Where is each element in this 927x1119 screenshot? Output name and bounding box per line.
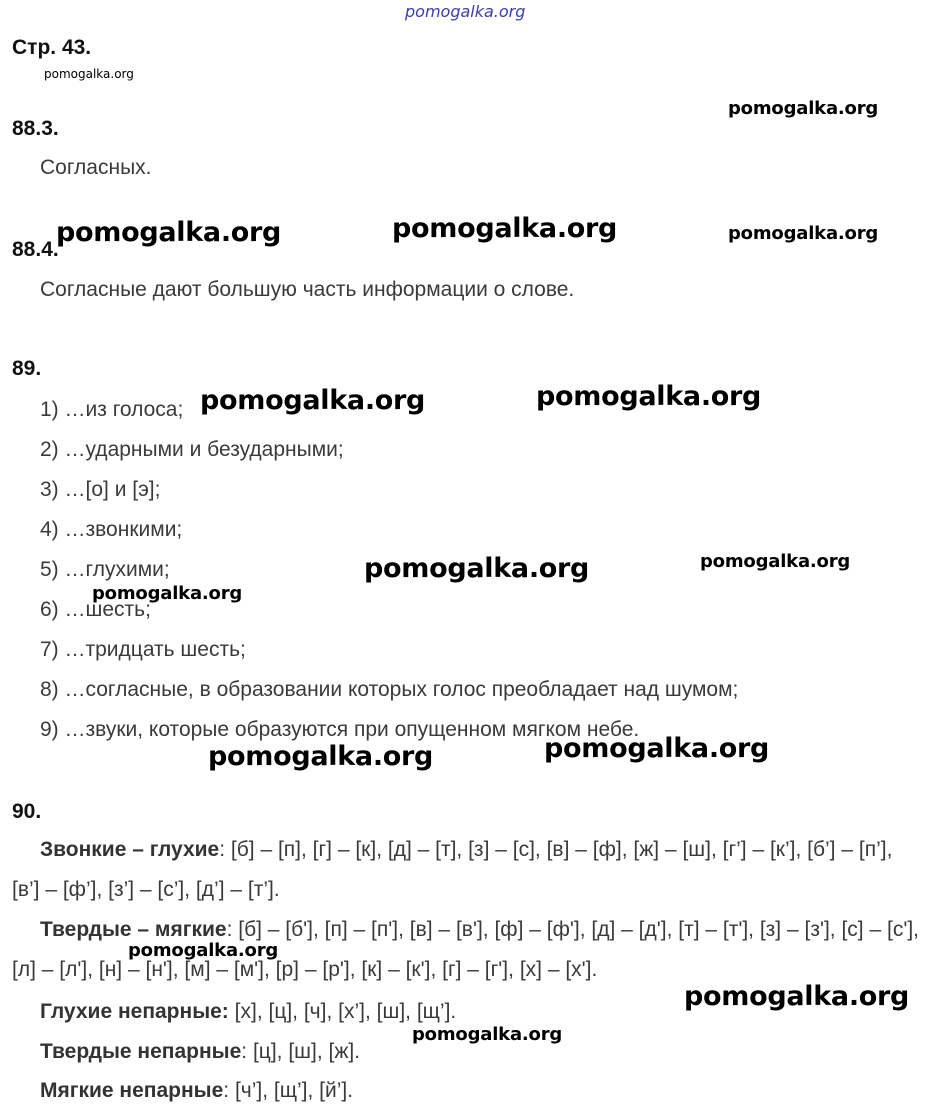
section-number-90: 90. xyxy=(12,800,42,823)
watermark: pomogalka.org xyxy=(412,1024,563,1045)
answer-88-3: Согласных. xyxy=(40,156,152,179)
answer-88-4: Согласные дают большую часть информации о слове. xyxy=(40,278,575,301)
soft-unpaired-label: Мягкие непарные xyxy=(40,1079,224,1102)
list-item: 2) …ударными и безударными; xyxy=(40,438,344,461)
voiceless-unpaired-label: Глухие непарные: xyxy=(40,1000,229,1023)
hard-soft-pairs: : [б] – [б'], [п] – [п'], [в] – [в'], [ф] – [ф'], [д] – [д'], [т] – [т'], [з] – [з'], [с] – [с'], [л] – [л'], [н] – [н'], [м] – [м'], [р] – [р'], [к] – [к'], [г] – [г'], [х] – [х']. xyxy=(12,918,919,981)
hard-unpaired-label: Твердые непарные xyxy=(40,1040,242,1063)
soft-unpaired-line xyxy=(40,1079,353,1103)
watermark: pomogalka.org xyxy=(92,583,243,604)
hard-unpaired-values: : [ц], [ш], [ж]. xyxy=(241,1040,361,1063)
section-number-88-4: 88.4. xyxy=(12,238,59,261)
watermark: pomogalka.org xyxy=(536,381,762,412)
watermark: pomogalka.org xyxy=(364,553,590,584)
voiceless-unpaired-line xyxy=(40,1000,456,1024)
watermark: pomogalka.org xyxy=(392,213,618,244)
voiced-voiceless-label: Звонкие – глухие xyxy=(40,838,220,861)
watermark: pomogalka.org xyxy=(544,733,770,764)
section-number-88-3: 88.3. xyxy=(12,117,59,140)
watermark: pomogalka.org xyxy=(700,551,851,572)
list-item: 9) …звуки, которые образуются при опущенном мягком небе. xyxy=(40,718,640,741)
list-item: 8) …согласные, в образовании которых голос преобладает над шумом; xyxy=(40,678,739,701)
voiced-voiceless-paragraph xyxy=(12,830,922,910)
watermark: pomogalka.org xyxy=(44,67,134,81)
voiced-voiceless-pairs: : [б] – [п], [г] – [к], [д] – [т], [з] – [с], [в] – [ф], [ж] – [ш], [г’] – [к’], [б’] – [п’], [в’] – [ф’], [з’] – [с’], [д’] – [т’]. xyxy=(12,838,893,901)
list-item: 3) …[о] и [э]; xyxy=(40,478,161,501)
watermark: pomogalka.org xyxy=(200,385,426,416)
list-item: 6) …шесть; xyxy=(40,598,151,621)
watermark: pomogalka.org xyxy=(684,981,910,1012)
section-number-89: 89. xyxy=(12,357,42,380)
list-item: 1) …из голоса; xyxy=(40,398,184,421)
soft-unpaired-values: : [ч’], [щ’], [й’]. xyxy=(223,1079,354,1102)
hard-soft-label: Твердые – мягкие xyxy=(40,918,227,941)
watermark: pomogalka.org xyxy=(728,98,879,119)
list-item: 4) …звонкими; xyxy=(40,518,183,541)
voiceless-unpaired-values: [х], [ц], [ч], [х’], [ш], [щ’]. xyxy=(228,1000,457,1023)
watermark: pomogalka.org xyxy=(728,223,879,244)
hard-unpaired-line xyxy=(40,1040,360,1064)
list-item: 7) …тридцать шесть; xyxy=(40,638,246,661)
watermark-top: pomogalka.org xyxy=(405,2,526,21)
watermark: pomogalka.org xyxy=(56,217,282,248)
list-item: 5) …глухими; xyxy=(40,558,170,581)
watermark: pomogalka.org xyxy=(128,940,279,961)
page-title: Стр. 43. xyxy=(12,36,92,59)
watermark: pomogalka.org xyxy=(208,741,434,772)
